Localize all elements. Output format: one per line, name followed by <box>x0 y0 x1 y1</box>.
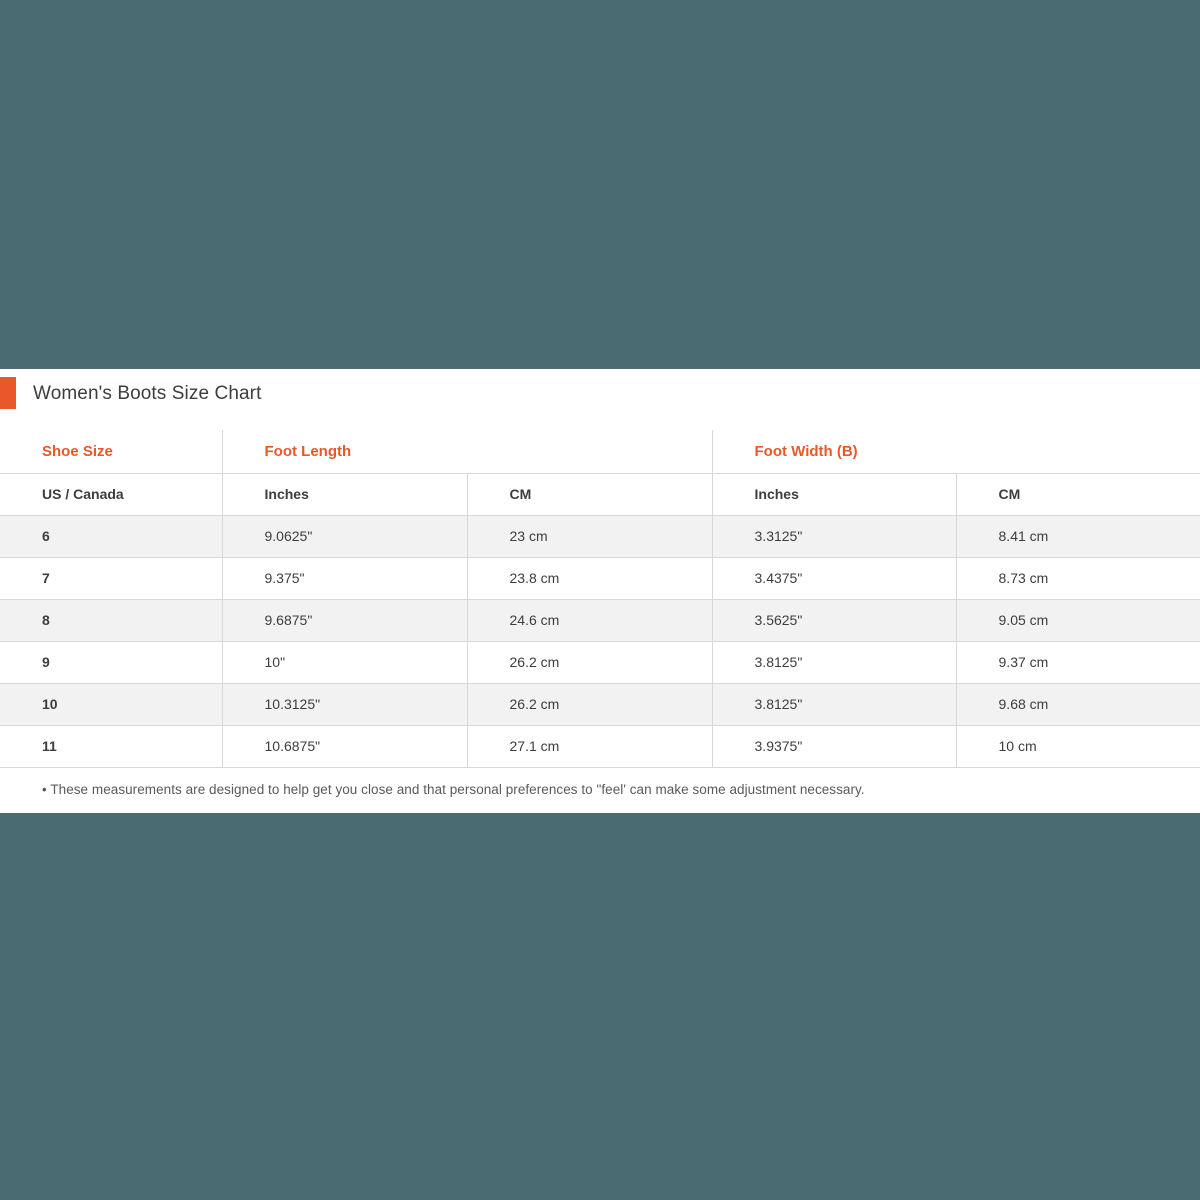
table-sub-header-row <box>0 473 1200 515</box>
accent-bar <box>0 377 16 409</box>
cell-length-cm: 23 cm <box>467 515 712 557</box>
cell-size: 10 <box>0 683 222 725</box>
table-row <box>0 599 1200 641</box>
cell-size: 6 <box>0 515 222 557</box>
sub-header-us-canada: US / Canada <box>0 473 222 515</box>
cell-width-inches: 3.8125" <box>712 683 956 725</box>
measurement-note: • These measurements are designed to help get you close and that personal preferences to "feel' can make some adjustment necessary. <box>42 781 865 797</box>
cell-width-cm: 8.73 cm <box>956 557 1200 599</box>
sub-header-length-inches: Inches <box>222 473 467 515</box>
cell-width-inches: 3.9375" <box>712 725 956 767</box>
table-row <box>0 515 1200 557</box>
cell-size: 11 <box>0 725 222 767</box>
cell-length-inches: 9.6875" <box>222 599 467 641</box>
cell-size: 7 <box>0 557 222 599</box>
table-row <box>0 725 1200 767</box>
cell-width-cm: 9.68 cm <box>956 683 1200 725</box>
cell-length-inches: 9.0625" <box>222 515 467 557</box>
cell-width-cm: 10 cm <box>956 725 1200 767</box>
cell-width-inches: 3.8125" <box>712 641 956 683</box>
cell-length-cm: 26.2 cm <box>467 641 712 683</box>
table-group-header-row <box>0 430 1200 473</box>
table-row <box>0 557 1200 599</box>
cell-length-cm: 26.2 cm <box>467 683 712 725</box>
cell-length-inches: 10.3125" <box>222 683 467 725</box>
cell-length-cm: 23.8 cm <box>467 557 712 599</box>
sub-header-length-cm: CM <box>467 473 712 515</box>
cell-length-inches: 10.6875" <box>222 725 467 767</box>
cell-length-inches: 10" <box>222 641 467 683</box>
size-chart-table <box>0 430 1200 768</box>
cell-size: 8 <box>0 599 222 641</box>
cell-width-inches: 3.3125" <box>712 515 956 557</box>
cell-length-inches: 9.375" <box>222 557 467 599</box>
group-header-shoe-size: Shoe Size <box>0 430 222 473</box>
cell-length-cm: 24.6 cm <box>467 599 712 641</box>
table-row <box>0 641 1200 683</box>
size-chart-panel <box>0 369 1200 813</box>
panel-header <box>0 369 1200 419</box>
cell-width-cm: 9.37 cm <box>956 641 1200 683</box>
page-title: Women's Boots Size Chart <box>33 383 262 404</box>
sub-header-width-inches: Inches <box>712 473 956 515</box>
group-header-foot-length: Foot Length <box>222 430 712 473</box>
cell-length-cm: 27.1 cm <box>467 725 712 767</box>
cell-width-cm: 9.05 cm <box>956 599 1200 641</box>
sub-header-width-cm: CM <box>956 473 1200 515</box>
cell-width-inches: 3.4375" <box>712 557 956 599</box>
table-row <box>0 683 1200 725</box>
cell-width-inches: 3.5625" <box>712 599 956 641</box>
cell-width-cm: 8.41 cm <box>956 515 1200 557</box>
cell-size: 9 <box>0 641 222 683</box>
group-header-foot-width: Foot Width (B) <box>712 430 1200 473</box>
